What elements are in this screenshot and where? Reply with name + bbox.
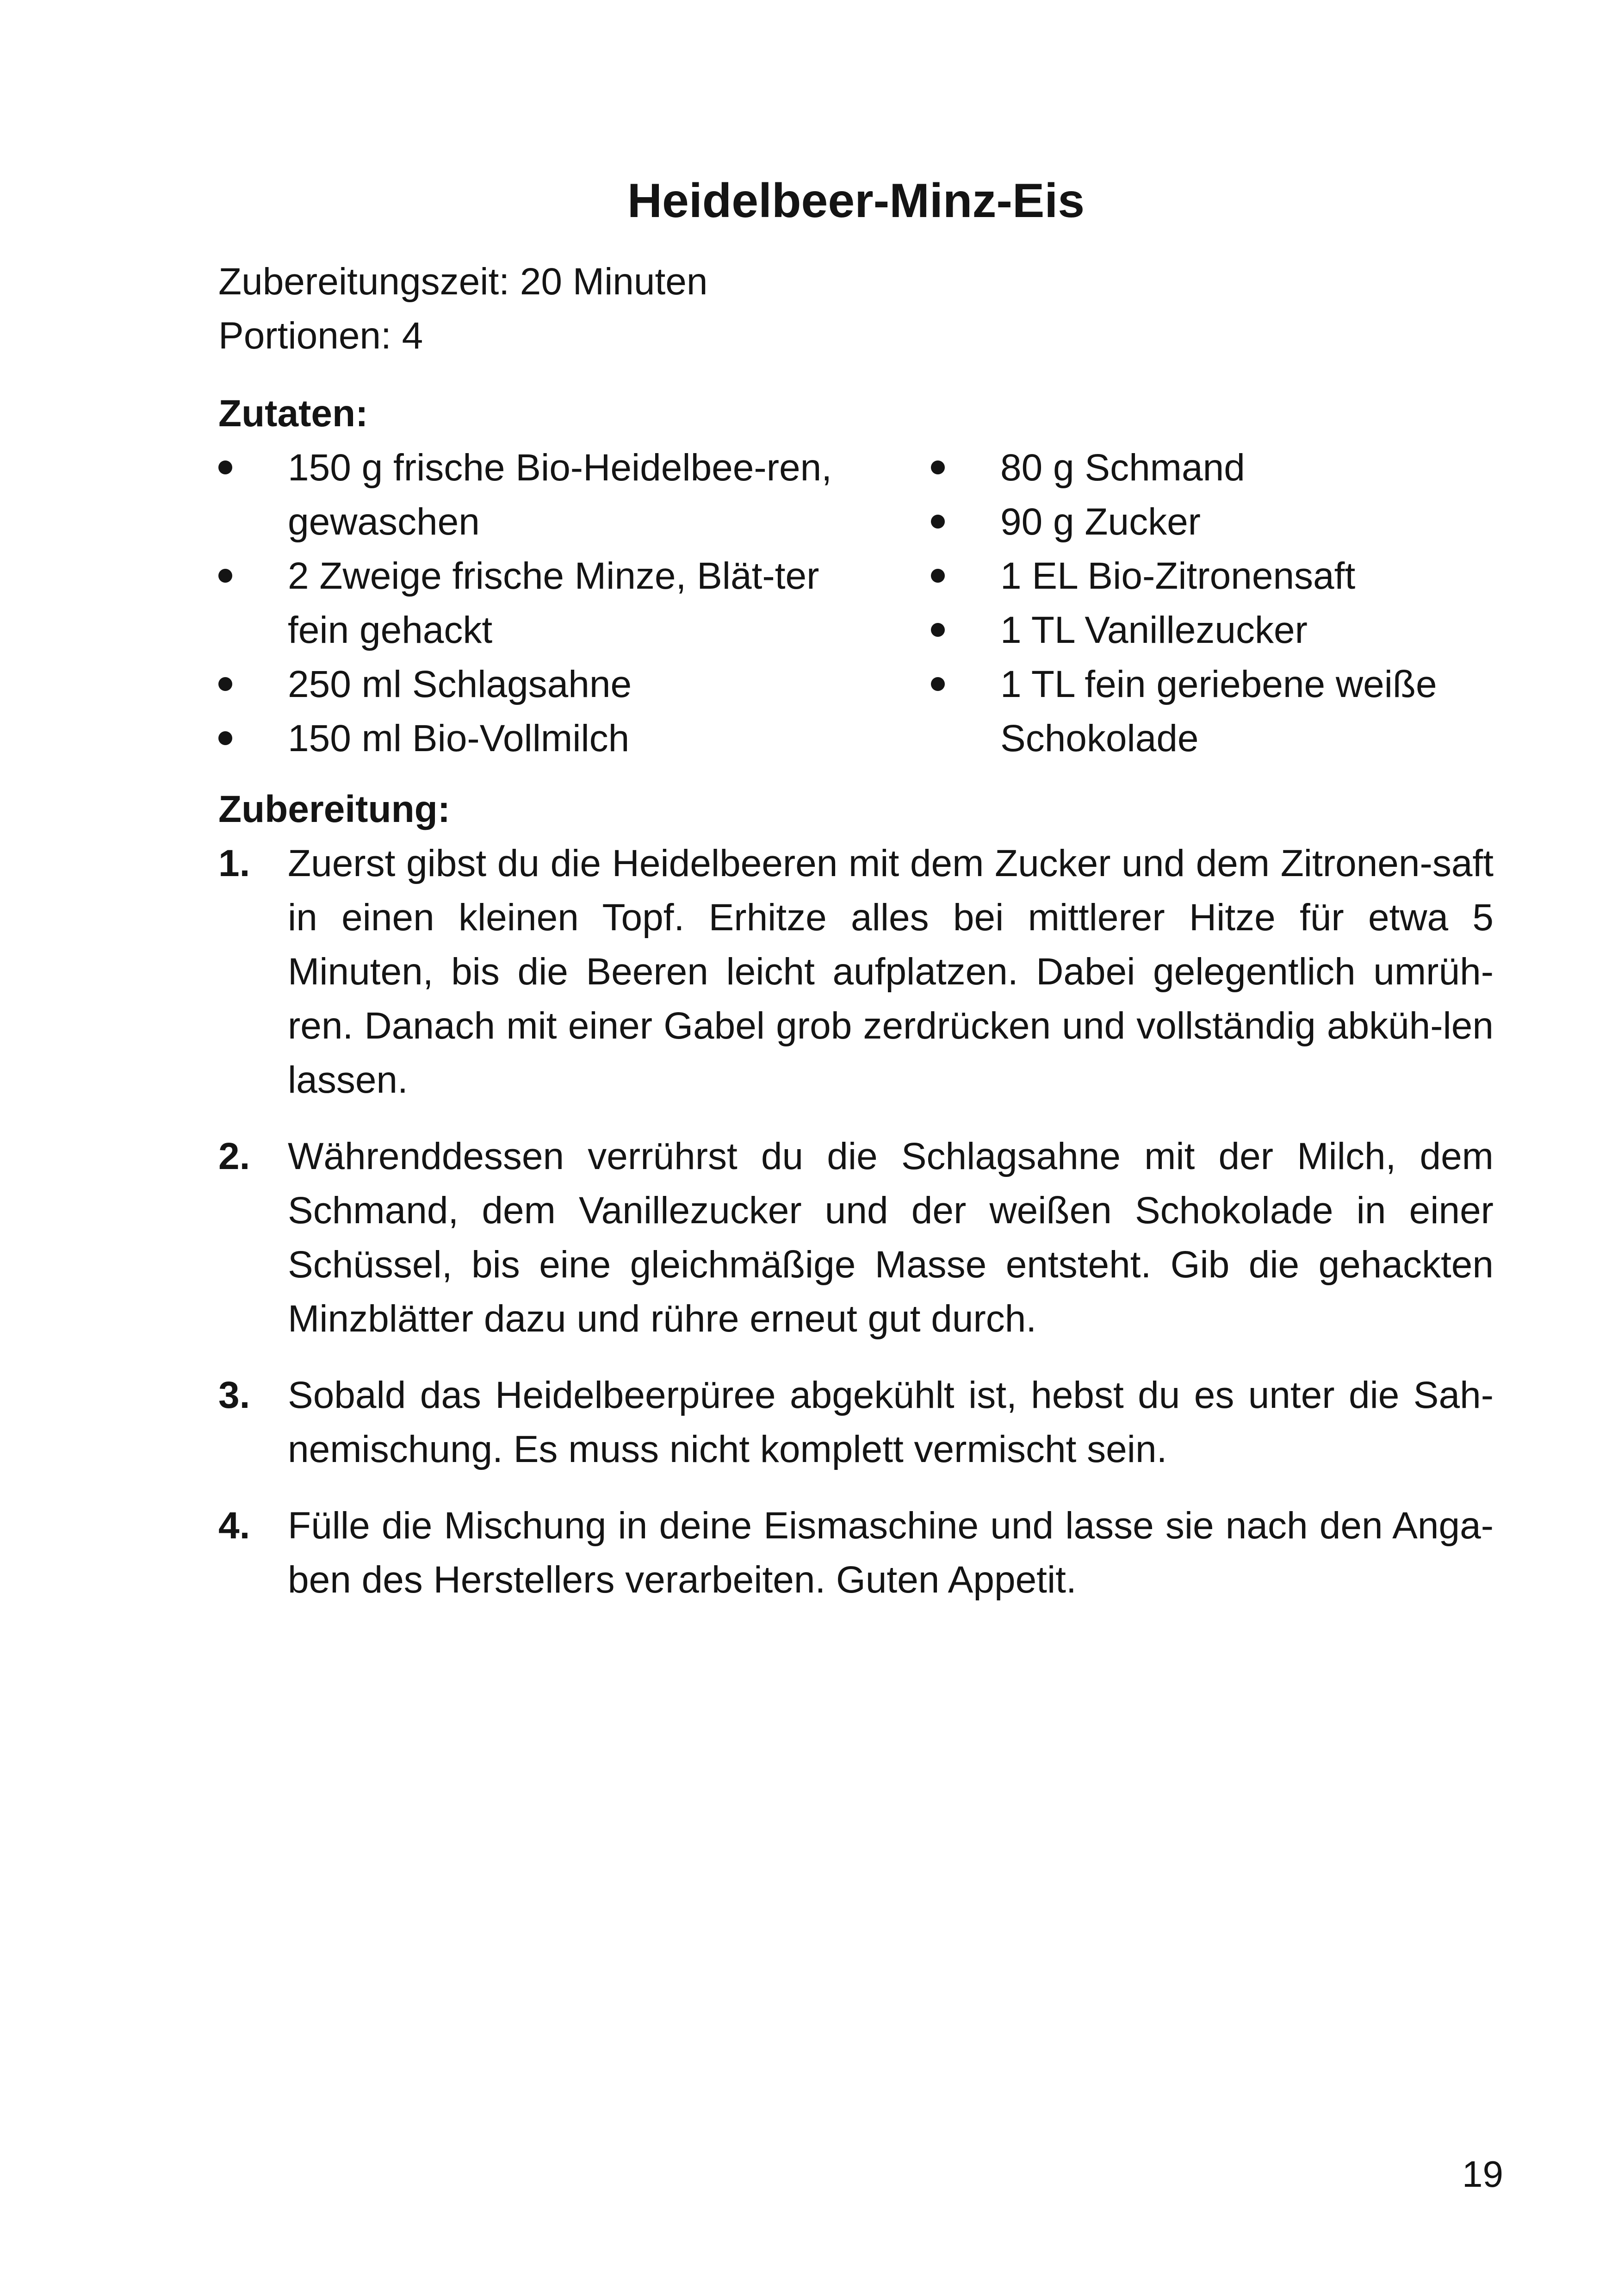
preparation-heading: Zubereitung: <box>218 788 451 830</box>
ingredient-item <box>218 549 834 657</box>
bullet-icon <box>931 623 945 637</box>
ingredient-item <box>931 603 1494 657</box>
bullet-icon <box>931 677 945 691</box>
step-text: Fülle die Mischung in deine Eismaschine und lasse sie nach den Anga-ben des Herstellers verarbeiten. Guten Appetit. <box>288 1505 1494 1601</box>
step-number: 3. <box>218 1374 250 1416</box>
ingredient-text: 150 ml Bio-Vollmilch <box>288 717 630 759</box>
step-number: 4. <box>218 1505 250 1547</box>
servings: Portionen: 4 <box>218 315 423 357</box>
step-item <box>218 1368 1494 1476</box>
step-number: 2. <box>218 1135 250 1177</box>
ingredient-item <box>218 657 834 711</box>
step-text: Zuerst gibst du die Heidelbeeren mit dem Zucker und dem Zitronen-saft in einen kleinen Topf. Erhitze alles bei mittlerer Hitze für etwa 5 Minuten, bis die Beeren leicht aufplatzen. Dabei gelegentlich umrüh-ren. Danach mit einer Gabel grob zerdrücken und vollständig abküh-len lassen. <box>288 842 1494 1101</box>
recipe-meta <box>218 255 1144 363</box>
ingredient-text: 90 g Zucker <box>1000 501 1201 543</box>
preparation-steps <box>218 836 1494 1629</box>
bullet-icon <box>218 731 232 745</box>
ingredient-item <box>931 495 1494 549</box>
ingredient-text: 1 TL Vanillezucker <box>1000 609 1308 651</box>
page-number: 19 <box>1462 2153 1503 2195</box>
bullet-icon <box>218 677 232 691</box>
ingredient-item <box>931 549 1494 603</box>
ingredient-text: 1 EL Bio-Zitronensaft <box>1000 555 1356 597</box>
ingredients-column-right <box>931 441 1494 765</box>
bullet-icon <box>931 460 945 474</box>
step-text: Währenddessen verrührst du die Schlagsahne mit der Milch, dem Schmand, dem Vanillezucker und der weißen Schokolade in einer Schüssel, bis eine gleichmäßige Masse entsteht. Gib die gehackten Minzblätter dazu und rühre erneut gut durch. <box>288 1135 1494 1340</box>
ingredient-item <box>931 657 1494 765</box>
ingredient-item <box>218 711 834 765</box>
ingredient-text: 250 ml Schlagsahne <box>288 663 632 705</box>
ingredient-text: 80 g Schmand <box>1000 447 1245 489</box>
step-text: Sobald das Heidelbeerpüree abgekühlt ist, hebst du es unter die Sah-nemischung. Es muss nicht komplett vermischt sein. <box>288 1374 1494 1470</box>
ingredient-text: 2 Zweige frische Minze, Blät-ter fein gehackt <box>288 555 819 651</box>
prep-time: Zubereitungszeit: 20 Minuten <box>218 261 708 303</box>
bullet-icon <box>218 460 232 474</box>
bullet-icon <box>218 569 232 583</box>
ingredients-heading: Zutaten: <box>218 392 368 435</box>
bullet-icon <box>931 515 945 529</box>
step-item <box>218 1129 1494 1346</box>
ingredient-text: 1 TL fein geriebene weiße Schokolade <box>1000 663 1437 759</box>
step-item <box>218 1499 1494 1607</box>
bullet-icon <box>931 569 945 583</box>
step-item <box>218 836 1494 1107</box>
step-number: 1. <box>218 842 250 884</box>
recipe-title: Heidelbeer-Minz-Eis <box>627 174 1085 228</box>
ingredients-column-left <box>218 441 834 765</box>
ingredient-item <box>931 441 1494 495</box>
ingredient-text: 150 g frische Bio-Heidelbee-ren, gewaschen <box>288 447 832 543</box>
ingredients-list <box>218 441 1494 765</box>
ingredient-item <box>218 441 834 549</box>
